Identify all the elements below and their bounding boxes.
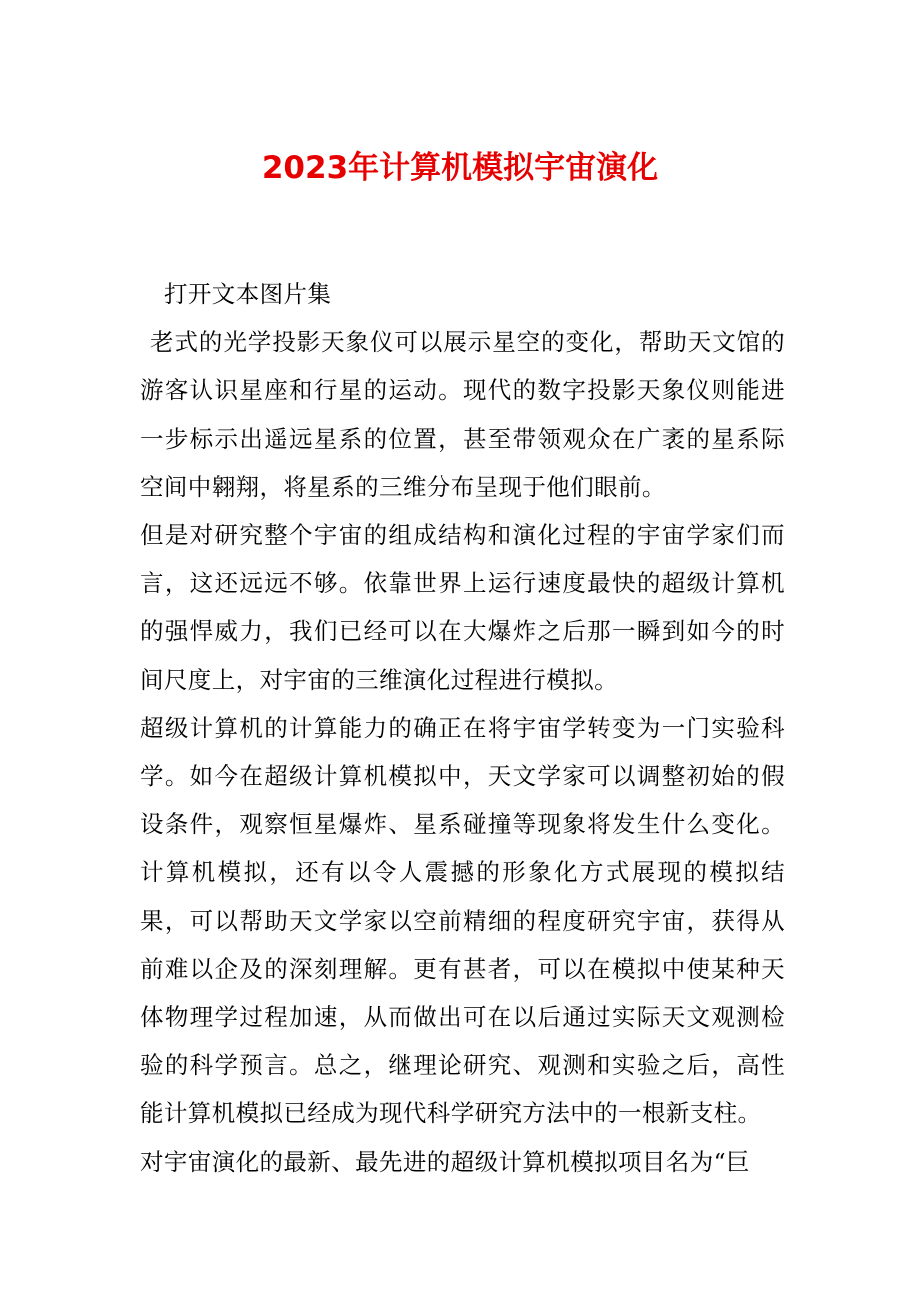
paragraph-latest-simulation: 对宇宙演化的最新、最先进的超级计算机模拟项目名为“巨 [140,1147,750,1176]
paragraph-planetarium: 老式的光学投影天象仪可以展示星空的变化，帮助天文馆的游客认识星座和行星的运动。现代的数字投影天象仪则能进一步标示出遥远星系的位置，甚至带领观众在广袤的星系际空间中翱翔，将星系的三维分布呈现于他们眼前。 [140,328,785,501]
paragraph-supercomputer: 超级计算机的计算能力的确正在将宇宙学转变为一门实验科学。如今在超级计算机模拟中，天文学家可以调整初始的假设条件，观察恒星爆炸、星系碰撞等现象将发生什么变化。计算机模拟，还有以令人震撼的形象化方式展现的模拟结果，可以帮助天文学家以空前精细的程度研究宇宙，获得从前难以企及的深刻理解。更有甚者，可以在模拟中使某种天体物理学过程加速，从而做出可在以后通过实际天文观测检验的科学预言。总之，继理论研究、观测和实验之后，高性能计算机模拟已经成为现代科学研究方法中的一根新支柱。 [140,713,785,1128]
document-body [140,270,785,1186]
paragraph-cosmologists: 但是对研究整个宇宙的组成结构和演化过程的宇宙学家们而言，这还远远不够。依靠世界上运行速度最快的超级计算机的强悍威力，我们已经可以在大爆炸之后那一瞬到如今的时间尺度上，对宇宙的三维演化过程进行模拟。 [140,521,785,694]
document-title: 2023年计算机模拟宇宙演化 [261,150,659,186]
paragraph-image-set-note: 打开文本图片集 [164,280,332,308]
